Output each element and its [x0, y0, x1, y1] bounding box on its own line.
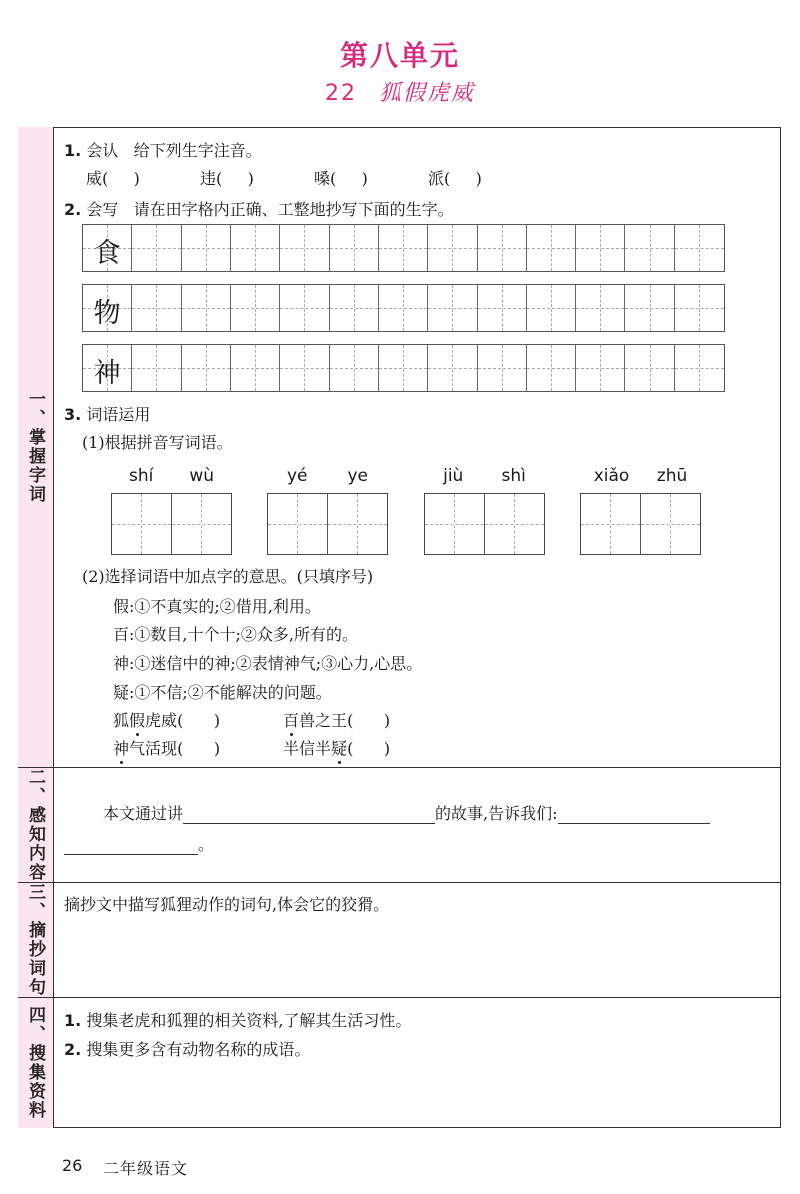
word-item: 神气活现( ): [113, 739, 221, 758]
answer-grid[interactable]: [424, 493, 545, 555]
writing-grid-row[interactable]: [82, 284, 725, 332]
book-title: 二年级语文: [103, 1159, 189, 1178]
q1-item: 违( ): [200, 169, 254, 188]
answer-grid[interactable]: [111, 493, 232, 555]
writing-grid-row[interactable]: [82, 344, 725, 392]
meaning-line: 疑:①不信;②不能解决的问题。: [113, 683, 332, 702]
q3-sub1: (1)根据拼音写词语。: [82, 433, 233, 452]
summary-sentence: 本文通过讲 的故事,告诉我们:: [103, 801, 710, 824]
research-item: 1. 搜集老虎和狐狸的相关资料,了解其生活习性。: [64, 1011, 412, 1030]
q3-heading: 3. 词语运用: [64, 405, 151, 424]
answer-grid[interactable]: [267, 493, 388, 555]
answer-grid[interactable]: [580, 493, 701, 555]
model-character: 食: [93, 238, 121, 269]
meaning-line: 百:①数目,十个十;②众多,所有的。: [113, 625, 358, 644]
section-label-4: 四、搜集资料: [18, 997, 54, 1128]
q2-heading: 2. 会写 请在田字格内正确、工整地抄写下面的生字。: [64, 200, 454, 219]
q3-sub2: (2)选择词语中加点字的意思。(只填序号): [82, 567, 374, 586]
section-divider: [18, 767, 781, 768]
pinyin-group: jiù shì: [424, 466, 545, 555]
section-label-2: 二、感知内容: [18, 767, 54, 882]
q1-item: 威( ): [86, 169, 140, 188]
unit-title: 第八单元: [339, 39, 460, 72]
word-item: 狐假虎威( ): [113, 711, 221, 730]
pinyin-group: yé ye: [267, 466, 388, 555]
q1-item: 嗓( ): [314, 169, 368, 188]
meaning-line: 假:①不真实的;②借用,利用。: [113, 597, 321, 616]
q1-item: 派( ): [428, 169, 482, 188]
meaning-line: 神:①迷信中的神;②表情神气;③心力,心思。: [113, 654, 423, 673]
lesson-number: 22: [324, 81, 357, 106]
lesson-name: 狐假虎威: [378, 81, 475, 106]
answer-blank[interactable]: [64, 854, 198, 855]
answer-blank[interactable]: [558, 823, 710, 824]
research-item: 2. 搜集更多含有动物名称的成语。: [64, 1040, 311, 1059]
model-character: 物: [93, 298, 121, 329]
word-item: 百兽之王( ): [283, 711, 391, 730]
model-character: 神: [93, 358, 121, 389]
excerpt-instruction: 摘抄文中描写狐狸动作的词句,体会它的狡猾。: [64, 895, 390, 914]
q1-heading: 1. 会认 给下列生字注音。: [64, 141, 262, 160]
section-label-3: 三、摘抄词句: [18, 882, 54, 997]
summary-continuation: 。: [64, 832, 214, 855]
lesson-title: [0, 76, 800, 107]
page-number: 26: [62, 1156, 83, 1175]
section-divider: [18, 882, 781, 883]
writing-grid-row[interactable]: [82, 224, 725, 272]
word-item: 半信半疑( ): [283, 739, 391, 758]
section-divider: [18, 997, 781, 998]
answer-blank[interactable]: [183, 823, 435, 824]
pinyin-group: shí wù: [111, 466, 232, 555]
pinyin-group: xiǎo zhū: [580, 466, 701, 555]
section-label-1: 一、掌握字词: [18, 127, 54, 767]
